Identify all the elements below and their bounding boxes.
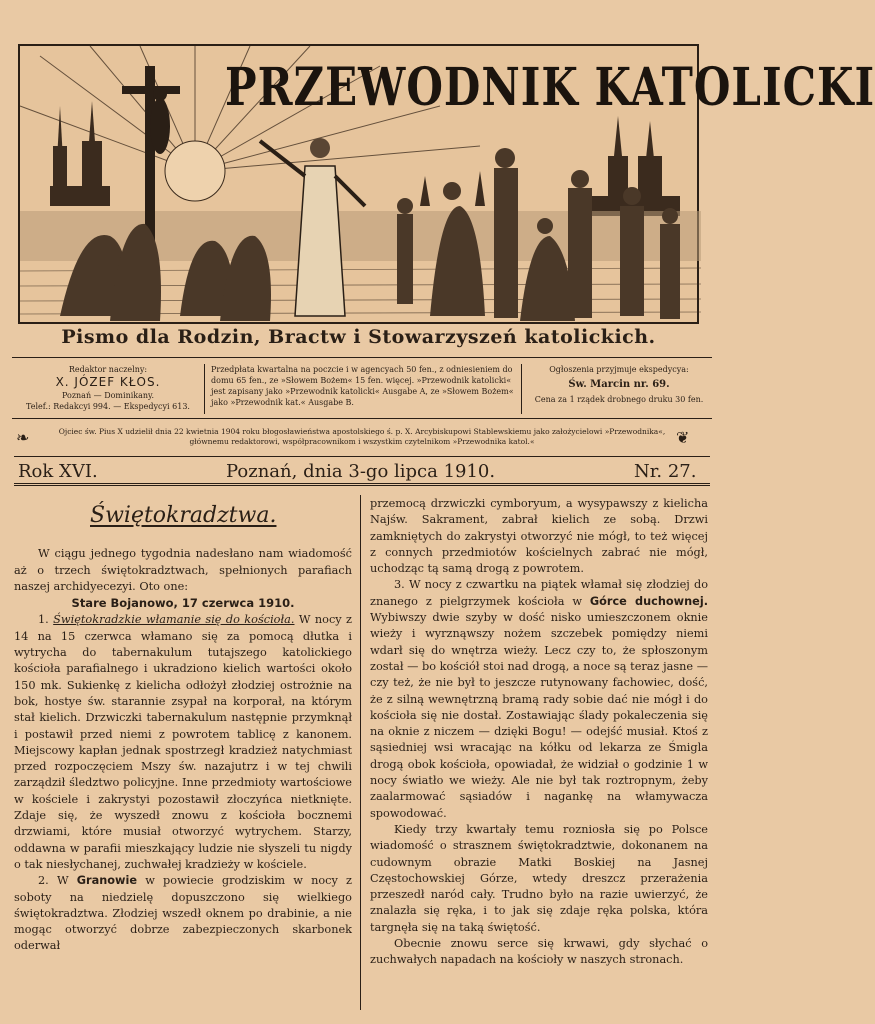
dateline-place-1	[14, 595, 352, 612]
dateline	[14, 456, 710, 486]
article-intro: W ciągu jednego tygodnia nadesłano nam wiadomość aż o trzech świętokradztwach, spełnionych parafiach naszej archidyecezyi. Oto one:	[14, 547, 352, 593]
article-title: Świętokradztwa.	[90, 503, 277, 528]
orders-price: Cena za 1 rządek drobnego druku 30 fen.	[534, 395, 704, 404]
editor-telephone: Telef.: Redakcyi 994. — Ekspedycyi 613.	[26, 402, 190, 411]
paragraph-3	[370, 577, 708, 821]
paragraph-5: Obecnie znowu serce się krwawi, gdy słychać o zuchwałych napadach na kościoły w naszych stronach.	[370, 937, 708, 967]
place-1-text: Stare Bojanowo, 17 czerwca 1910.	[71, 596, 295, 611]
orders-place: Św. Marcin nr. 69.	[568, 379, 670, 390]
paragraph-1-heading: Świętokradzkie włamanie się do kościoła.	[53, 613, 295, 627]
editor-label: Redaktor naczelny:	[68, 365, 148, 374]
issue-number: Nr. 27.	[634, 461, 697, 482]
article-column-left	[14, 496, 352, 955]
ornament-left-icon: ❧	[16, 428, 30, 447]
issue-year: Rok XVI.	[18, 461, 98, 482]
paragraph-2-text: w powiecie grodziskim w nocy z soboty na niedzielę dopuszczono się wielkiego świętokradztwa. Złodziej wszedł oknem po drabinie, a nie mogąc otworzyć dobrze zabezpieczonych skarbonek oderwał	[14, 874, 353, 953]
papal-blessing-note: Ojciec św. Pius X udzielił dnia 22 kwietnia 1904 roku błogosławieństwa apostolskiego ś. p. X. Arcybiskupowi Stablewskiemu jako założycielowi »Przewodnika«, głównemu redaktorowi, współpracownikom i wszystkim czytelnikom »Przewodnika katol.«	[58, 427, 666, 446]
paragraph-1	[14, 612, 352, 873]
masthead-title: PRZEWODNIK KATOLICKI	[225, 56, 875, 118]
orders-block	[526, 364, 712, 405]
paragraph-1-lead: 1.	[38, 613, 49, 627]
editor-address: Poznań — Dominikany.	[61, 391, 155, 400]
column-divider	[360, 495, 361, 1010]
paragraph-3-place: Górce duchownej.	[589, 594, 708, 608]
subscription-block: Przedpłata kwartalna na poczcie i w agencyach 50 fen., z odniesieniem do domu 65 fen., ze »Słowem Bożem« 15 fen. więcej. »Przewodnik katolicki« jest zapisany jako »Przewodnik katolicki« Ausgabe A, ze »Słowem Bożem« jako »Przewodnik kat.« Ausgabe B.	[204, 364, 522, 414]
info-strip	[12, 357, 712, 419]
editor-name: X. JÓZEF KŁOS.	[55, 375, 161, 389]
paragraph-3-text: Wybiwszy dwie szyby w dość nisko umieszczonem oknie wieży i wyrznąwszy nożem szczebek pomiędzy niemi wdarł się do wnętrza wieży. Lecz czy to, że spłoszonym został — bo kościół stoi nad drogą, a noce są teraz jasne — czy też, że nie był to jeszcze rutynowany fachowiec, dość, że z silną wewnętrzną bramą rady sobie dać nie mógł i do kościoła się nie dostał. Zostawiając ślady pokaleczenia się na oknie z niczem — dzięki Bogu! — odejść musiał. Ktoś z sąsiedniej wsi wracając na kółku od lekarza ze Śmigla drogą obok kościoła, opowiadał, że widział o godzinie 1 w nocy światło we wieży. Ale nie był tak roztropnym, żeby zaalarmować sąsiadów i nagankę na włamywacza spowodować.	[370, 611, 708, 820]
ornament-right-icon: ❦	[676, 428, 690, 447]
masthead-illustration	[18, 44, 875, 324]
article-column-right	[370, 496, 708, 969]
paragraph-3-lead: 3. W nocy z czwartku na piątek włamał się złodziej do znanego z pielgrzymek kościoła w	[370, 578, 708, 608]
paragraph-2-place: Granowie	[76, 874, 138, 888]
masthead-subtitle: Pismo dla Rodzin, Bractw i Stowarzyszeń katolickich.	[61, 326, 656, 348]
editor-block	[14, 364, 202, 412]
paragraph-2	[14, 873, 352, 954]
paragraph-2-lead: 2. W	[38, 874, 69, 888]
paragraph-2-continued: przemocą drzwiczki cymboryum, a wysypawszy z kielicha Najśw. Sakrament, zabrał kielich ze sobą. Drzwi zamkniętych do zakrystyi otworzyć nie mógł, to też więcej z connych przedmiotów kościelnych zabrać nie mógł, uchodząc tą samą drogą z powrotem.	[370, 497, 708, 576]
paragraph-4: Kiedy trzy kwartały temu rozniosła się po Polsce wiadomość o strasznem świętokradztwie, dokonanem na cudownym obrazie Matki Boskiej na Jasnej Częstochowskiej Górze, wtedy dreszcz przerażenia przeszedł naród cały. Trudno było na razie uwierzyć, że znalazła się ręka, i to jak się zdaje ręka polska, która targnęła się na taką świętość.	[370, 822, 708, 934]
paragraph-1-text: W nocy z 14 na 15 czerwca włamano się za pomocą dłutka i wytrycha do tabernakulum tutajszego katolickiego kościoła parafialnego i ukradziono kielich wartości około 150 mk. Sukienkę z kielicha odłożył złodziej ostrożnie na bok, hostye św. starannie zsypał na korporał, na którym stał kielich. Drzwiczki tabernakulum następnie przymknął i postawił przed niemi z powrotem tablicę z kanonem. Miejscowy kapłan jednak spostrzegł kradzież natychmiast przed rozpoczęciem Mszy św. nazajutrz i w tej chwili zarządził śledztwo policyjne. Inne przedmioty wartościowe w kościele i zakrystyi pozostawił złoczyńca nietknięte. Zdaje się, że wyszedł znowu z kościoła bocznemi drzwiami, które musiał otworzyć wytrychem. Starzy, oddawna w parafii mieszkający ludzie nie słyszeli tu nigdy o tak niesłychanej, zuchwałej kradzieży w kościele.	[14, 613, 352, 871]
issue-date: Poznań, dnia 3-go lipca 1910.	[226, 461, 496, 482]
orders-label: Ogłoszenia przyjmuje ekspedycya:	[549, 365, 689, 374]
